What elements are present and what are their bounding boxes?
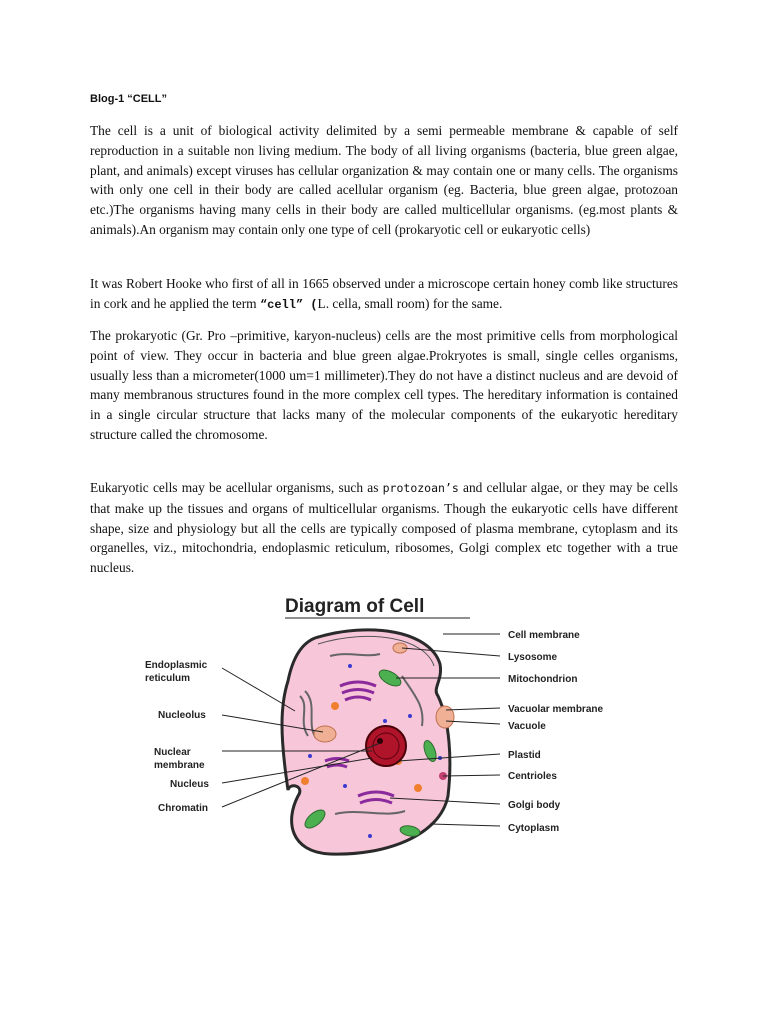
label-chromatin: Chromatin [158, 803, 208, 814]
label-er-line2: reticulum [145, 673, 191, 684]
paragraph-cell-definition: The cell is a unit of biological activity delimited by a semi permeable membrane & capable of self reproduction in a suitable non living medium. The body of all living organisms (bacteria, blue green algae, plant, and animals) except viruses has cellular organization & may contain one or many cells. The organisms with only one cell in their body are called acellular organism (eg. Bacteria, blue green algae, protozoan etc.)The organisms having many cells in their body are called multicellular organisms. (eg.most plants & animals).An organism may contain only one type of cell (prokaryotic cell or eukaryotic cells) [90, 123, 678, 237]
label-vacuolar-membrane: Vacuolar membrane [508, 704, 604, 715]
paragraph-robert-hooke [90, 274, 678, 316]
label-lysosome: Lysosome [508, 652, 558, 663]
p2-text-before: It was Robert Hooke who first of all in 1665 observed under a microscope certain honey comb like structures in cork and he applied the term [90, 276, 678, 311]
ribosome-dot [408, 714, 412, 718]
label-vacuole: Vacuole [508, 721, 546, 732]
vacuole [314, 726, 336, 742]
label-nucleolus: Nucleolus [158, 710, 206, 721]
ribosome-dot [308, 754, 312, 758]
plastid [301, 777, 309, 785]
diagram-title: Diagram of Cell [285, 596, 425, 617]
vacuole [436, 706, 454, 728]
label-nucleus: Nucleus [170, 779, 209, 790]
leader-vacuolar-membrane [446, 708, 500, 710]
label-cell-membrane: Cell membrane [508, 630, 580, 641]
p2-text-after: L. cella, small room) for the same. [317, 295, 503, 311]
label-centrioles: Centrioles [508, 771, 557, 782]
paragraph-prokaryotic: The prokaryotic (Gr. Pro –primitive, karyon-nucleus) cells are the most primitive cells from morphological point of view. They occur in bacteria and blue green algae.Prokryotes is small, single celles organisms, usually less than a micrometer(1000 um=1 millimeter).They do not have a distinct nucleus and are devoid of many membranous structures found in the more complex cell types. The hereditary information is contained in a single circular structure that lacks many of the molecular components of the eukaryotic hereditary structure called the chromosome. [90, 328, 678, 442]
label-golgi-body: Golgi body [508, 800, 561, 811]
ribosome-dot [343, 784, 347, 788]
leader-cytoplasm [430, 824, 500, 826]
leader-vacuole [446, 721, 500, 724]
blog-title: Blog-1 “CELL” [90, 93, 167, 105]
leader-er [222, 668, 295, 711]
plastid [414, 784, 422, 792]
label-cytoplasm: Cytoplasm [508, 823, 560, 834]
p4-text-after: and cellular algae, or they may be cells that make up the tissues and organs of multicellular organisms. Though the eukaryotic cells have different shape, size and physiology but all the cells are typically composed of plasma membrane, cytoplasm and its organelles, viz., mitochondria, endoplasmic reticulum, ribosomes, Golgi complex etc together with a true nucleus. [90, 480, 679, 576]
label-nuclear-line1: Nuclear [154, 747, 191, 758]
paragraph-eukaryotic [90, 478, 678, 578]
label-nuclear-line2: membrane [154, 760, 205, 771]
label-er-line1: Endoplasmic [145, 660, 208, 671]
leader-centrioles [443, 775, 500, 776]
ribosome-dot [368, 834, 372, 838]
p4-text-before: Eukaryotic cells may be acellular organisms, such as [90, 480, 383, 495]
label-mitochondrion: Mitochondrion [508, 674, 578, 685]
plastid [331, 702, 339, 710]
cell-diagram [140, 586, 650, 868]
p2-term-cell: “cell” ( [259, 297, 318, 312]
p4-term-protozoan: protozoan’s [382, 481, 459, 495]
ribosome-dot [383, 719, 387, 723]
ribosome-dot [348, 664, 352, 668]
label-plastid: Plastid [508, 750, 541, 761]
